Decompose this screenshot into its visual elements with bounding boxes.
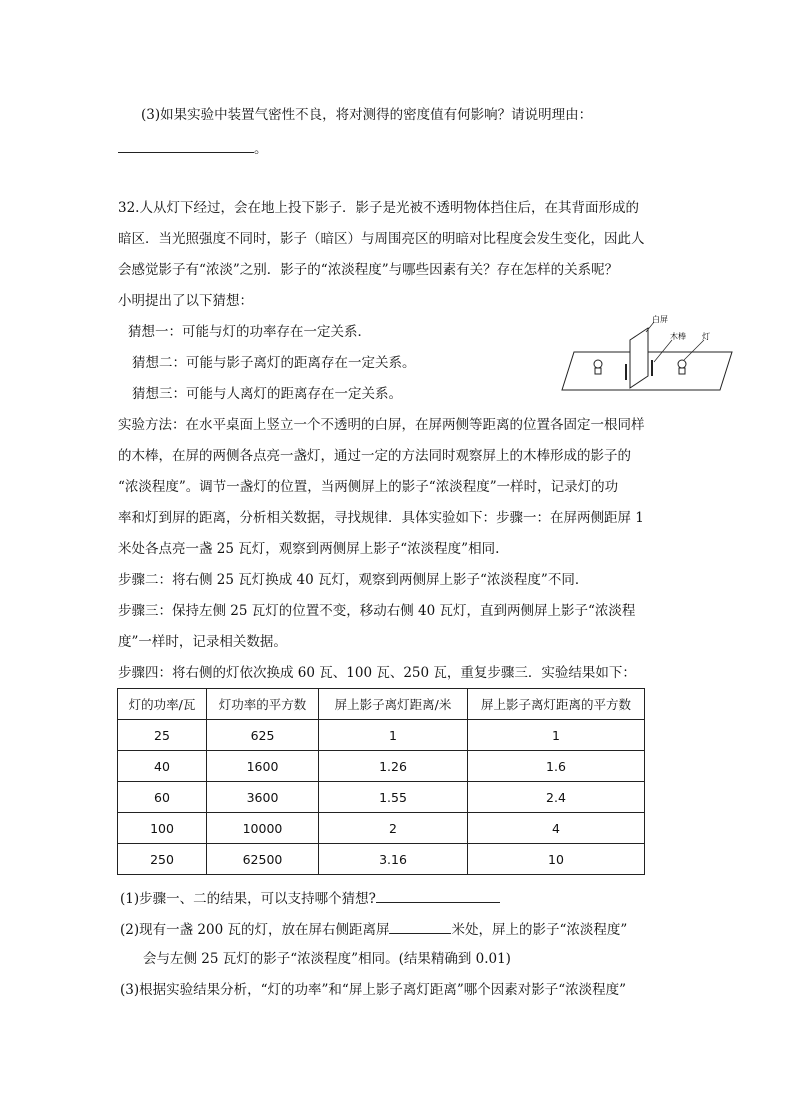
q32-intro-line-3: 会感觉影子有“浓淡”之别．影子的“浓淡程度”与哪些因素有关？存在怎样的关系呢？ bbox=[118, 262, 619, 278]
sub-question-2-text-b: 米处，屏上的影子“浓淡程度” bbox=[451, 922, 628, 938]
q32-intro-line-2: 暗区．当光照强度不同时，影子（暗区）与周围亮区的明暗对比程度会发生变化，因此人 bbox=[118, 231, 645, 247]
guess-3: 猜想三：可能与人离灯的距离存在一定关系。 bbox=[132, 386, 402, 402]
method-line-1: 实验方法：在水平桌面上竖立一个不透明的白屏，在屏两侧等距离的位置各固定一根同样 bbox=[118, 417, 645, 433]
cell: 1600 bbox=[207, 751, 319, 782]
step-2: 步骤二：将右侧 25 瓦灯换成 40 瓦灯，观察到两侧屏上影子“浓淡程度”不同． bbox=[118, 572, 589, 588]
white-screen bbox=[630, 328, 648, 388]
answer-blank bbox=[376, 888, 500, 903]
cell: 1.26 bbox=[319, 751, 468, 782]
header-power: 灯的功率/瓦 bbox=[118, 689, 207, 720]
table-row bbox=[118, 844, 645, 875]
period: 。 bbox=[254, 141, 268, 157]
cell: 40 bbox=[118, 751, 207, 782]
table-row bbox=[118, 782, 645, 813]
lamp-left bbox=[594, 360, 602, 374]
table-row bbox=[118, 720, 645, 751]
sub-question-1 bbox=[120, 888, 500, 908]
step-4: 步骤四：将右侧的灯依次换成 60 瓦、100 瓦、250 瓦，重复步骤三．实验结果如下： bbox=[118, 665, 636, 681]
header-power-squared: 灯功率的平方数 bbox=[207, 689, 319, 720]
cell: 25 bbox=[118, 720, 207, 751]
cell: 2.4 bbox=[468, 782, 645, 813]
sub-question-3: (3)根据实验结果分析，“灯的功率”和“屏上影子离灯距离”哪个因素对影子“浓淡程度” bbox=[120, 982, 627, 998]
table-row bbox=[118, 813, 645, 844]
cell: 4 bbox=[468, 813, 645, 844]
cell: 100 bbox=[118, 813, 207, 844]
cell: 3600 bbox=[207, 782, 319, 813]
cell: 10000 bbox=[207, 813, 319, 844]
step-3-line-1: 步骤三：保持左侧 25 瓦灯的位置不变，移动右侧 40 瓦灯，直到两侧屏上影子“浓淡程 bbox=[118, 603, 636, 619]
table-header-row bbox=[118, 689, 645, 720]
header-distance-squared: 屏上影子离灯距离的平方数 bbox=[468, 689, 645, 720]
method-line-5: 米处各点亮一盏 25 瓦灯，观察到两侧屏上影子“浓淡程度”相同. bbox=[118, 541, 500, 557]
guess-1: 猜想一：可能与灯的功率存在一定关系． bbox=[128, 324, 371, 340]
cell: 2 bbox=[319, 813, 468, 844]
cell: 60 bbox=[118, 782, 207, 813]
label-stick: 木棒 bbox=[670, 332, 686, 341]
q32-intro-line-4: 小明提出了以下猜想： bbox=[118, 293, 253, 309]
lamp-right bbox=[678, 360, 686, 374]
method-line-3: “浓淡程度”。调节一盏灯的位置，当两侧屏上的影子“浓淡程度”一样时，记录灯的功 bbox=[118, 479, 619, 495]
cell: 10 bbox=[468, 844, 645, 875]
sub-question-1-text: (1)步骤一、二的结果，可以支持哪个猜想? bbox=[120, 891, 376, 907]
sub-question-2-text-a: (2)现有一盏 200 瓦的灯，放在屏右侧距离屏 bbox=[120, 922, 390, 938]
q32-intro-line-1: 32.人从灯下经过，会在地上投下影子．影子是光被不透明物体挡住后，在其背面形成的 bbox=[118, 200, 639, 216]
answer-blank bbox=[118, 138, 254, 153]
answer-blank bbox=[389, 919, 451, 934]
apparatus-diagram bbox=[560, 314, 740, 396]
sub-question-2 bbox=[120, 919, 627, 939]
cell: 3.16 bbox=[319, 844, 468, 875]
cell: 1.55 bbox=[319, 782, 468, 813]
cell: 62500 bbox=[207, 844, 319, 875]
cell: 625 bbox=[207, 720, 319, 751]
results-table bbox=[117, 688, 645, 875]
prev-question-3: (3)如果实验中装置气密性不良，将对测得的密度值有何影响？请说明理由： bbox=[141, 107, 593, 123]
header-distance: 屏上影子离灯距离/米 bbox=[319, 689, 468, 720]
cell: 1 bbox=[468, 720, 645, 751]
method-line-2: 的木棒，在屏的两侧各点亮一盏灯，通过一定的方法同时观察屏上的木棒形成的影子的 bbox=[118, 448, 631, 464]
table-row bbox=[118, 751, 645, 782]
cell: 1 bbox=[319, 720, 468, 751]
label-screen: 白屏 bbox=[652, 315, 668, 324]
sub-question-2-cont: 会与左侧 25 瓦灯的影子“浓淡程度”相同。(结果精确到 0.01) bbox=[143, 951, 511, 967]
guess-2: 猜想二：可能与影子离灯的距离存在一定关系。 bbox=[132, 355, 416, 371]
step-3-line-2: 度”一样时，记录相关数据。 bbox=[118, 634, 287, 650]
cell: 1.6 bbox=[468, 751, 645, 782]
method-line-4: 率和灯到屏的距离，分析相关数据，寻找规律．具体实验如下：步骤一：在屏两侧距屏 1 bbox=[118, 510, 644, 526]
prev-question-3-answer-line bbox=[118, 138, 268, 158]
cell: 250 bbox=[118, 844, 207, 875]
label-lamp: 灯 bbox=[702, 332, 710, 341]
